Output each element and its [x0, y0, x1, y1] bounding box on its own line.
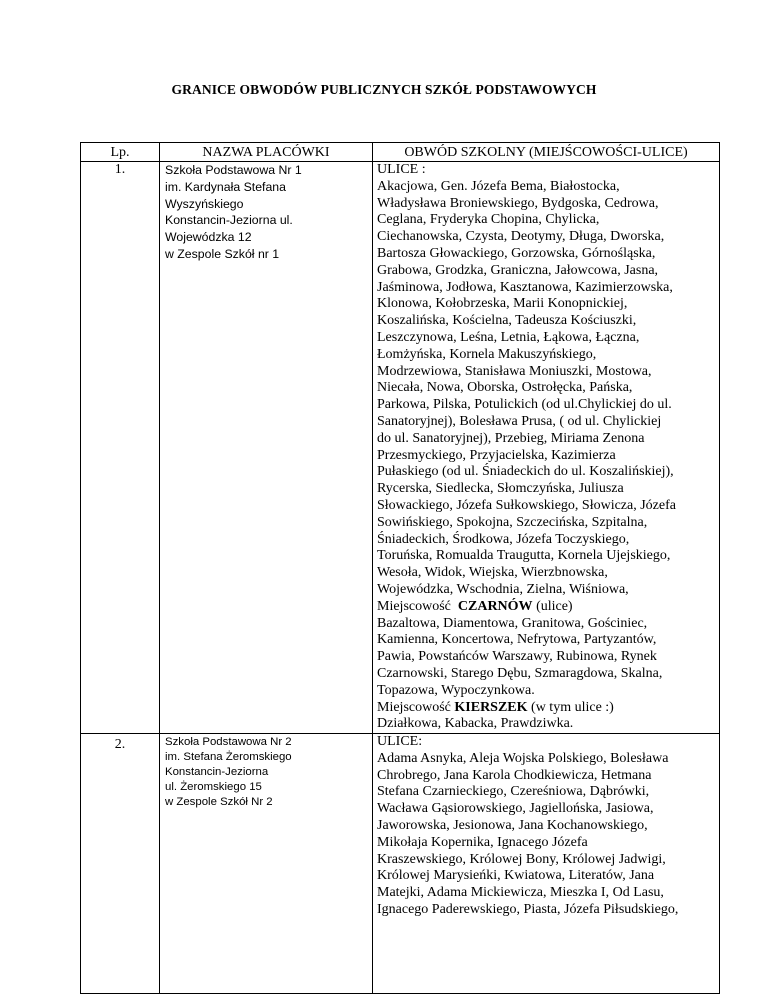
- street-line: Łomżyńska, Kornela Makuszyńskiego,: [377, 346, 597, 362]
- street-line: Wesoła, Widok, Wiejska, Wierzbnowska,: [377, 565, 608, 581]
- street-line: Działkowa, Kabacka, Prawdziwka.: [377, 716, 574, 732]
- kierszek-place: KIERSZEK: [454, 699, 528, 715]
- row-number: 2.: [81, 734, 160, 994]
- street-line: Koszalińska, Kościelna, Tadeusza Kościuszki,: [377, 313, 637, 329]
- street-line: do ul. Sanatoryjnej), Przebieg, Miriama Zenona: [377, 430, 645, 446]
- street-line: Bazaltowa, Diamentowa, Granitowa, Gościniec,: [377, 615, 648, 631]
- street-line: Matejki, Adama Mickiewicza, Mieszka I, Od Lasu,: [377, 885, 664, 901]
- school-name-line: Wojewódzka 12: [165, 230, 252, 245]
- school-name-line: im. Kardynała Stefana: [165, 179, 286, 194]
- school-name-line: w Zespole Szkół Nr 2: [165, 796, 273, 809]
- table-row: [81, 734, 720, 994]
- street-line: Chrobrego, Jana Karola Chodkiewicza, Hetmana: [377, 767, 652, 783]
- street-line: Rycerska, Siedlecka, Słomczyńska, Juliusza: [377, 481, 624, 497]
- header-district: OBWÓD SZKOLNY (MIEJŚCOWOŚCI-ULICE): [373, 143, 720, 162]
- street-line: ULICE :: [377, 162, 426, 177]
- document-title: GRANICE OBWODÓW PUBLICZNYCH SZKÓŁ PODSTAWOWYCH: [171, 82, 597, 97]
- school-name-line: im. Stefana Żeromskiego: [165, 751, 292, 764]
- street-line: Mikołaja Kopernika, Ignacego Józefa: [377, 834, 588, 850]
- street-line: Ciechanowska, Czysta, Deotymy, Długa, Dworska,: [377, 229, 665, 245]
- street-line: Ceglana, Fryderyka Chopina, Chylicka,: [377, 212, 600, 228]
- street-line: Stefana Czarnieckiego, Czereśniowa, Dąbrówki,: [377, 784, 650, 800]
- czarnow-place: CZARNÓW: [457, 598, 533, 614]
- table-header-row: [81, 143, 720, 162]
- czarnow-suffix: (ulice): [532, 598, 573, 614]
- header-name: NAZWA PLACÓWKI: [160, 143, 373, 162]
- school-name-line: Wyszyńskiego: [165, 196, 244, 211]
- street-line: Wojewódzka, Wschodnia, Zielna, Wiśniowa,: [377, 581, 629, 597]
- district-streets: [373, 734, 720, 994]
- kierszek-prefix: Miejscowość: [377, 699, 451, 715]
- school-districts-table: [80, 142, 720, 994]
- street-line: Kamienna, Koncertowa, Nefrytowa, Partyzantów,: [377, 632, 657, 648]
- street-line: Parkowa, Pilska, Potulickich (od ul.Chylickiej do ul.: [377, 397, 672, 413]
- street-line: Klonowa, Kołobrzeska, Marii Konopnickiej,: [377, 296, 628, 312]
- street-line: Pawia, Powstańców Warszawy, Rubinowa, Rynek: [377, 649, 657, 665]
- street-line: ULICE:: [377, 734, 423, 750]
- street-line: Toruńska, Romualda Traugutta, Kornela Ujejskiego,: [377, 548, 671, 564]
- street-line: Słowackiego, Józefa Sułkowskiego, Słowicza, Józefa: [377, 497, 676, 513]
- street-line: Królowej Marysieńki, Kwiatowa, Literatów, Jana: [377, 868, 655, 884]
- district-streets: [373, 162, 720, 734]
- row-number: 1.: [81, 162, 160, 734]
- table-row: [81, 162, 720, 734]
- school-name-line: Szkoła Podstawowa Nr 1: [165, 163, 302, 177]
- street-line: Modrzewiowa, Stanisława Moniuszki, Mostowa,: [377, 363, 652, 379]
- school-name-line: Konstancin-Jeziorna: [165, 766, 269, 779]
- street-line: Ignacego Paderewskiego, Piasta, Józefa Piłsudskiego,: [377, 902, 679, 918]
- street-line: Grabowa, Grodzka, Graniczna, Jałowcowa, Jasna,: [377, 262, 659, 278]
- street-line: Adama Asnyka, Aleja Wojska Polskiego, Bolesława: [377, 750, 669, 766]
- czarnow-heading: [377, 599, 717, 616]
- street-line: Wacława Gąsiorowskiego, Jagiellońska, Jasiowa,: [377, 801, 654, 817]
- street-line: Przesmyckiego, Przyjacielska, Kazimierza: [377, 447, 616, 463]
- street-line: Leszczynowa, Leśna, Letnia, Łąkowa, Łączna,: [377, 329, 640, 345]
- czarnow-prefix: Miejscowość: [377, 598, 451, 614]
- street-line: Topazowa, Wypoczynkowa.: [377, 682, 535, 698]
- street-line: Śniadeckich, Środkowa, Józefa Toczyskiego,: [377, 531, 630, 547]
- street-line: Jaśminowa, Jodłowa, Kasztanowa, Kazimierzowska,: [377, 279, 673, 295]
- kierszek-suffix: (w tym ulice :): [531, 699, 614, 715]
- school-name-line: Konstancin-Jeziorna ul.: [165, 213, 293, 228]
- kierszek-heading: [377, 700, 717, 717]
- street-line: Jaworowska, Jesionowa, Jana Kochanowskiego,: [377, 818, 648, 834]
- street-line: Sanatoryjnej), Bolesława Prusa, ( od ul. Chylickiej: [377, 413, 662, 429]
- street-line: Czarnowski, Starego Dębu, Szmaragdowa, Skalna,: [377, 665, 663, 681]
- street-line: Niecała, Nowa, Oborska, Ostrołęcka, Pańska,: [377, 380, 633, 396]
- street-line: Pułaskiego (od ul. Śniadeckich do ul. Koszalińskiej),: [377, 464, 674, 480]
- header-lp: Lp.: [81, 143, 160, 162]
- street-line: Sowińskiego, Spokojna, Szczecińska, Szpitalna,: [377, 514, 648, 530]
- school-name: [160, 734, 373, 994]
- school-name-line: Szkoła Podstawowa Nr 2: [165, 736, 292, 749]
- school-name-line: ul. Żeromskiego 15: [165, 781, 262, 794]
- school-name: [160, 162, 373, 734]
- street-line: Władysława Broniewskiego, Bydgoska, Cedrowa,: [377, 195, 659, 211]
- street-line: Kraszewskiego, Królowej Bony, Królowej Jadwigi,: [377, 851, 666, 867]
- street-line: Akacjowa, Gen. Józefa Bema, Białostocka,: [377, 178, 620, 194]
- street-line: Bartosza Głowackiego, Gorzowska, Górnośląska,: [377, 245, 656, 261]
- school-name-line: w Zespole Szkół nr 1: [165, 246, 280, 261]
